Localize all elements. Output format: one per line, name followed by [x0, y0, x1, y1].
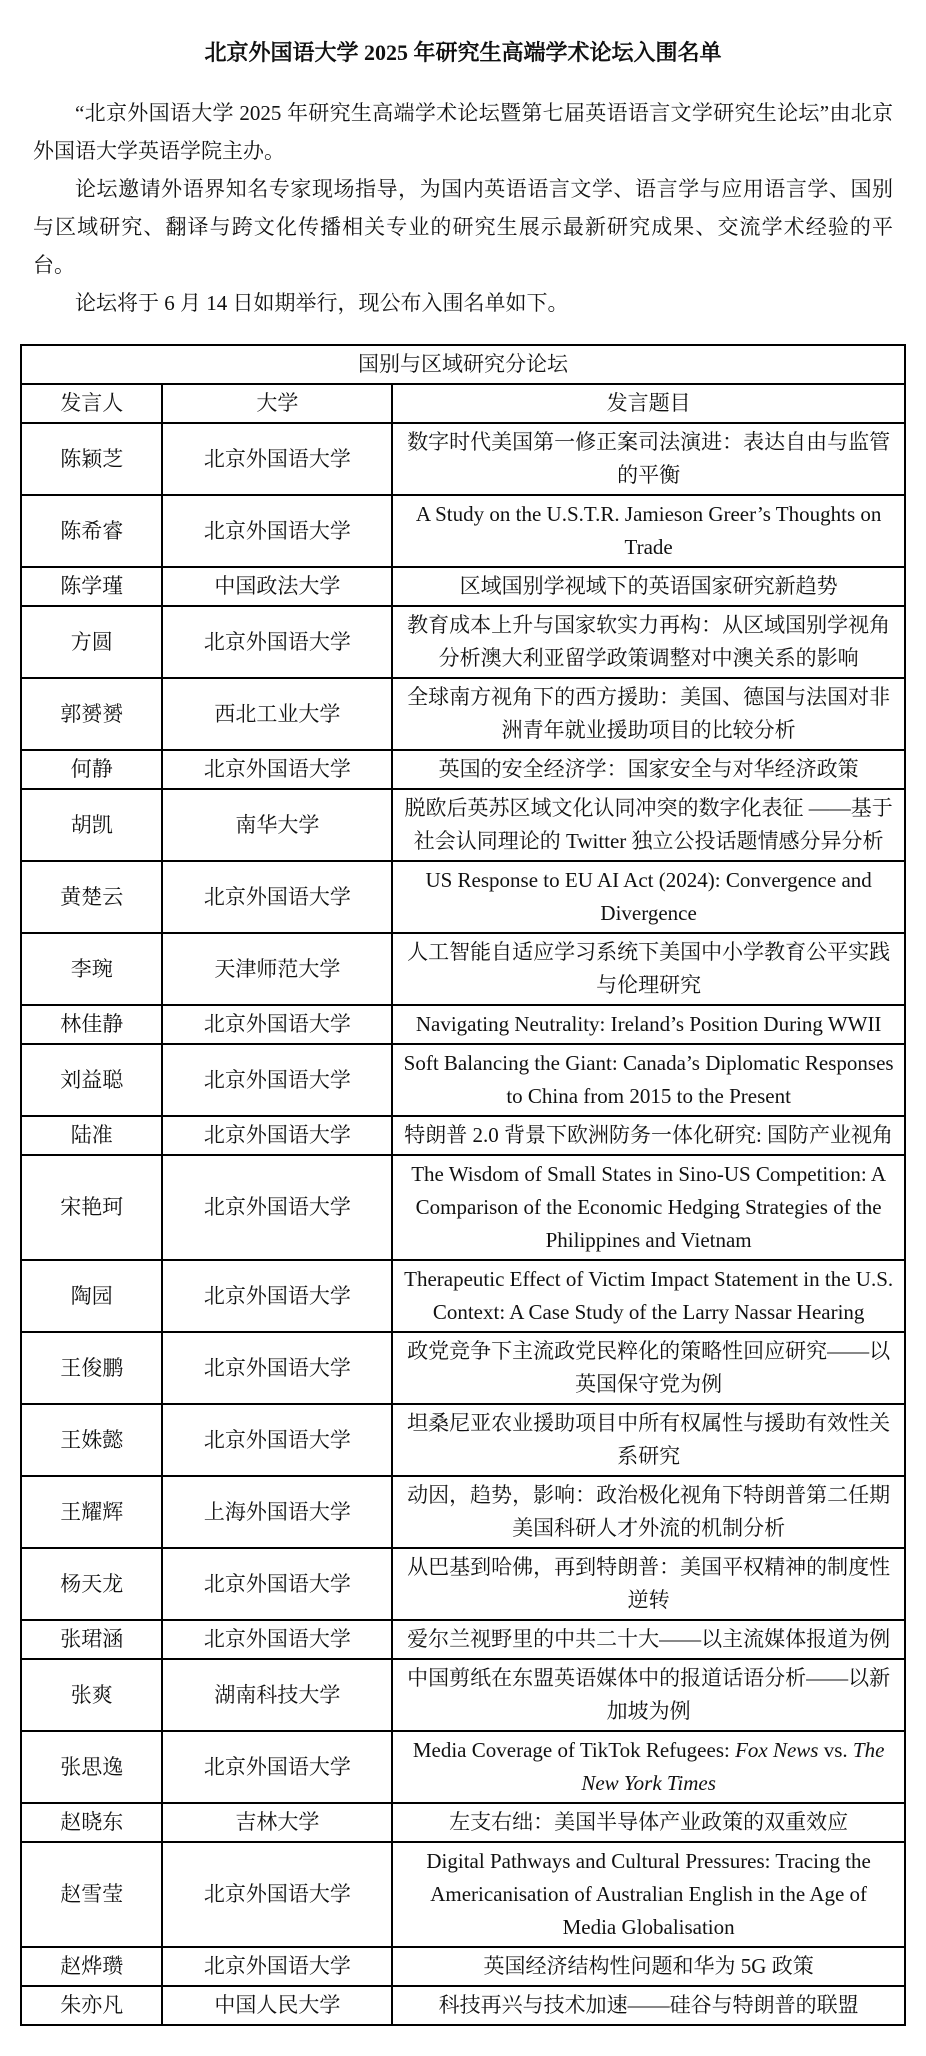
university-cell: 北京外国语大学	[162, 1947, 392, 1986]
speaker-cell: 陶园	[21, 1260, 162, 1332]
topic-cell: Soft Balancing the Giant: Canada’s Diplomatic Responses to China from 2015 to the Present	[392, 1044, 905, 1116]
column-header-speaker: 发言人	[21, 384, 162, 423]
speaker-cell: 陈学瑾	[21, 567, 162, 606]
speaker-cell: 宋艳珂	[21, 1155, 162, 1260]
table-header-row	[21, 384, 905, 423]
university-cell: 北京外国语大学	[162, 1620, 392, 1659]
document-title: 北京外国语大学 2025 年研究生高端学术论坛入围名单	[204, 40, 722, 65]
university-cell: 北京外国语大学	[162, 1842, 392, 1947]
topic-cell: The Wisdom of Small States in Sino-US Competition: A Comparison of the Economic Hedging Strategies of the Philippines and Vietnam	[392, 1155, 905, 1260]
table-row	[21, 750, 905, 789]
speaker-cell: 陈颖芝	[21, 423, 162, 495]
university-cell: 天津师范大学	[162, 933, 392, 1005]
topic-cell	[392, 1731, 905, 1803]
topic-cell: 政党竞争下主流政党民粹化的策略性回应研究——以英国保守党为例	[392, 1332, 905, 1404]
table-row	[21, 1731, 905, 1803]
university-cell: 北京外国语大学	[162, 1731, 392, 1803]
topic-cell: Navigating Neutrality: Ireland’s Position During WWII	[392, 1005, 905, 1044]
table-row	[21, 1620, 905, 1659]
table-row	[21, 1842, 905, 1947]
university-cell: 北京外国语大学	[162, 861, 392, 933]
speaker-cell: 赵烨瓒	[21, 1947, 162, 1986]
topic-cell: 动因，趋势，影响：政治极化视角下特朗普第二任期美国科研人才外流的机制分析	[392, 1476, 905, 1548]
topic-cell: 数字时代美国第一修正案司法演进：表达自由与监管的平衡	[392, 423, 905, 495]
table-row	[21, 861, 905, 933]
speaker-cell: 刘益聪	[21, 1044, 162, 1116]
table-row	[21, 1005, 905, 1044]
university-cell: 北京外国语大学	[162, 750, 392, 789]
university-cell: 吉林大学	[162, 1803, 392, 1842]
table-row	[21, 1116, 905, 1155]
university-cell: 西北工业大学	[162, 678, 392, 750]
speaker-cell: 赵雪莹	[21, 1842, 162, 1947]
university-cell: 北京外国语大学	[162, 1332, 392, 1404]
intro-paragraph-3: 论坛将于 6 月 14 日如期举行，现公布入围名单如下。	[75, 291, 569, 315]
table-row	[21, 1659, 905, 1731]
university-cell: 北京外国语大学	[162, 1155, 392, 1260]
table-row	[21, 423, 905, 495]
table-row	[21, 1947, 905, 1986]
intro-paragraph-2: 论坛邀请外语界知名专家现场指导，为国内英语语言文学、语言学与应用语言学、国别与区域研究、翻译与跨文化传播相关专业的研究生展示最新研究成果、交流学术经验的平台。	[33, 177, 893, 277]
speaker-cell: 李琬	[21, 933, 162, 1005]
topic-cell: 英国的安全经济学：国家安全与对华经济政策	[392, 750, 905, 789]
university-cell: 北京外国语大学	[162, 1116, 392, 1155]
speaker-cell: 杨天龙	[21, 1548, 162, 1620]
university-cell: 北京外国语大学	[162, 1260, 392, 1332]
university-cell: 北京外国语大学	[162, 606, 392, 678]
university-cell: 南华大学	[162, 789, 392, 861]
topic-cell: 坦桑尼亚农业援助项目中所有权属性与援助有效性关系研究	[392, 1404, 905, 1476]
table-row	[21, 1803, 905, 1842]
speaker-cell: 何静	[21, 750, 162, 789]
table-section-row	[21, 345, 905, 384]
topic-cell: 爱尔兰视野里的中共二十大——以主流媒体报道为例	[392, 1620, 905, 1659]
table-row	[21, 1260, 905, 1332]
university-cell: 北京外国语大学	[162, 1404, 392, 1476]
intro-paragraph-1: “北京外国语大学 2025 年研究生高端学术论坛暨第七届英语语言文学研究生论坛”由北京外国语大学英语学院主办。	[33, 101, 893, 163]
table-row	[21, 1155, 905, 1260]
university-cell: 北京外国语大学	[162, 495, 392, 567]
topic-text: Media Coverage of TikTok Refugees:	[412, 1738, 736, 1762]
column-header-topic: 发言题目	[392, 384, 905, 423]
topic-cell: 科技再兴与技术加速——硅谷与特朗普的联盟	[392, 1986, 905, 2025]
table-row	[21, 606, 905, 678]
speaker-cell: 张思逸	[21, 1731, 162, 1803]
table-row	[21, 495, 905, 567]
table-row	[21, 1986, 905, 2025]
speaker-cell: 陈希睿	[21, 495, 162, 567]
speaker-cell: 张珺涵	[21, 1620, 162, 1659]
speaker-cell: 林佳静	[21, 1005, 162, 1044]
table-row	[21, 1548, 905, 1620]
table-row	[21, 789, 905, 861]
intro-text	[20, 68, 906, 322]
column-header-university: 大学	[162, 384, 392, 423]
speaker-cell: 张爽	[21, 1659, 162, 1731]
speaker-cell: 郭赟赟	[21, 678, 162, 750]
table-row	[21, 1044, 905, 1116]
topic-cell: 中国剪纸在东盟英语媒体中的报道话语分析——以新加坡为例	[392, 1659, 905, 1731]
speaker-cell: 王耀辉	[21, 1476, 162, 1548]
table-section-title: 国别与区域研究分论坛	[21, 345, 905, 384]
speaker-cell: 赵晓东	[21, 1803, 162, 1842]
university-cell: 中国人民大学	[162, 1986, 392, 2025]
topic-cell: Digital Pathways and Cultural Pressures: Tracing the Americanisation of Australian English in the Age of Media Globalisation	[392, 1842, 905, 1947]
topic-cell: 全球南方视角下的西方援助：美国、德国与法国对非洲青年就业援助项目的比较分析	[392, 678, 905, 750]
topic-cell: Therapeutic Effect of Victim Impact Statement in the U.S. Context: A Case Study of the Larry Nassar Hearing	[392, 1260, 905, 1332]
speaker-cell: 胡凯	[21, 789, 162, 861]
shortlist-table	[20, 344, 906, 2026]
topic-text-italic: Fox News	[735, 1738, 819, 1762]
topic-cell: 人工智能自适应学习系统下美国中小学教育公平实践与伦理研究	[392, 933, 905, 1005]
speaker-cell: 黄楚云	[21, 861, 162, 933]
topic-cell: 区域国别学视域下的英语国家研究新趋势	[392, 567, 905, 606]
table-row	[21, 678, 905, 750]
university-cell: 中国政法大学	[162, 567, 392, 606]
topic-cell: 脱欧后英苏区域文化认同冲突的数字化表征 ——基于社会认同理论的 Twitter 独立公投话题情感分异分析	[392, 789, 905, 861]
speaker-cell: 王姝懿	[21, 1404, 162, 1476]
speaker-cell: 朱亦凡	[21, 1986, 162, 2025]
table-row	[21, 1404, 905, 1476]
topic-cell: A Study on the U.S.T.R. Jamieson Greer’s Thoughts on Trade	[392, 495, 905, 567]
speaker-cell: 方圆	[21, 606, 162, 678]
university-cell: 湖南科技大学	[162, 1659, 392, 1731]
university-cell: 北京外国语大学	[162, 1548, 392, 1620]
table-row	[21, 933, 905, 1005]
table-row	[21, 1476, 905, 1548]
university-cell: 北京外国语大学	[162, 1044, 392, 1116]
topic-cell: 教育成本上升与国家软实力再构：从区域国别学视角分析澳大利亚留学政策调整对中澳关系的影响	[392, 606, 905, 678]
table-row	[21, 1332, 905, 1404]
table-row	[21, 567, 905, 606]
speaker-cell: 陆准	[21, 1116, 162, 1155]
topic-cell: 从巴基到哈佛，再到特朗普：美国平权精神的制度性逆转	[392, 1548, 905, 1620]
topic-cell: US Response to EU AI Act (2024): Convergence and Divergence	[392, 861, 905, 933]
university-cell: 北京外国语大学	[162, 1005, 392, 1044]
topic-text: vs.	[818, 1738, 853, 1762]
topic-cell: 英国经济结构性问题和华为 5G 政策	[392, 1947, 905, 1986]
university-cell: 北京外国语大学	[162, 423, 392, 495]
university-cell: 上海外国语大学	[162, 1476, 392, 1548]
topic-text-italic: The New York Times	[581, 1738, 885, 1795]
speaker-cell: 王俊鹏	[21, 1332, 162, 1404]
topic-cell: 左支右绌：美国半导体产业政策的双重效应	[392, 1803, 905, 1842]
topic-cell: 特朗普 2.0 背景下欧洲防务一体化研究: 国防产业视角	[392, 1116, 905, 1155]
